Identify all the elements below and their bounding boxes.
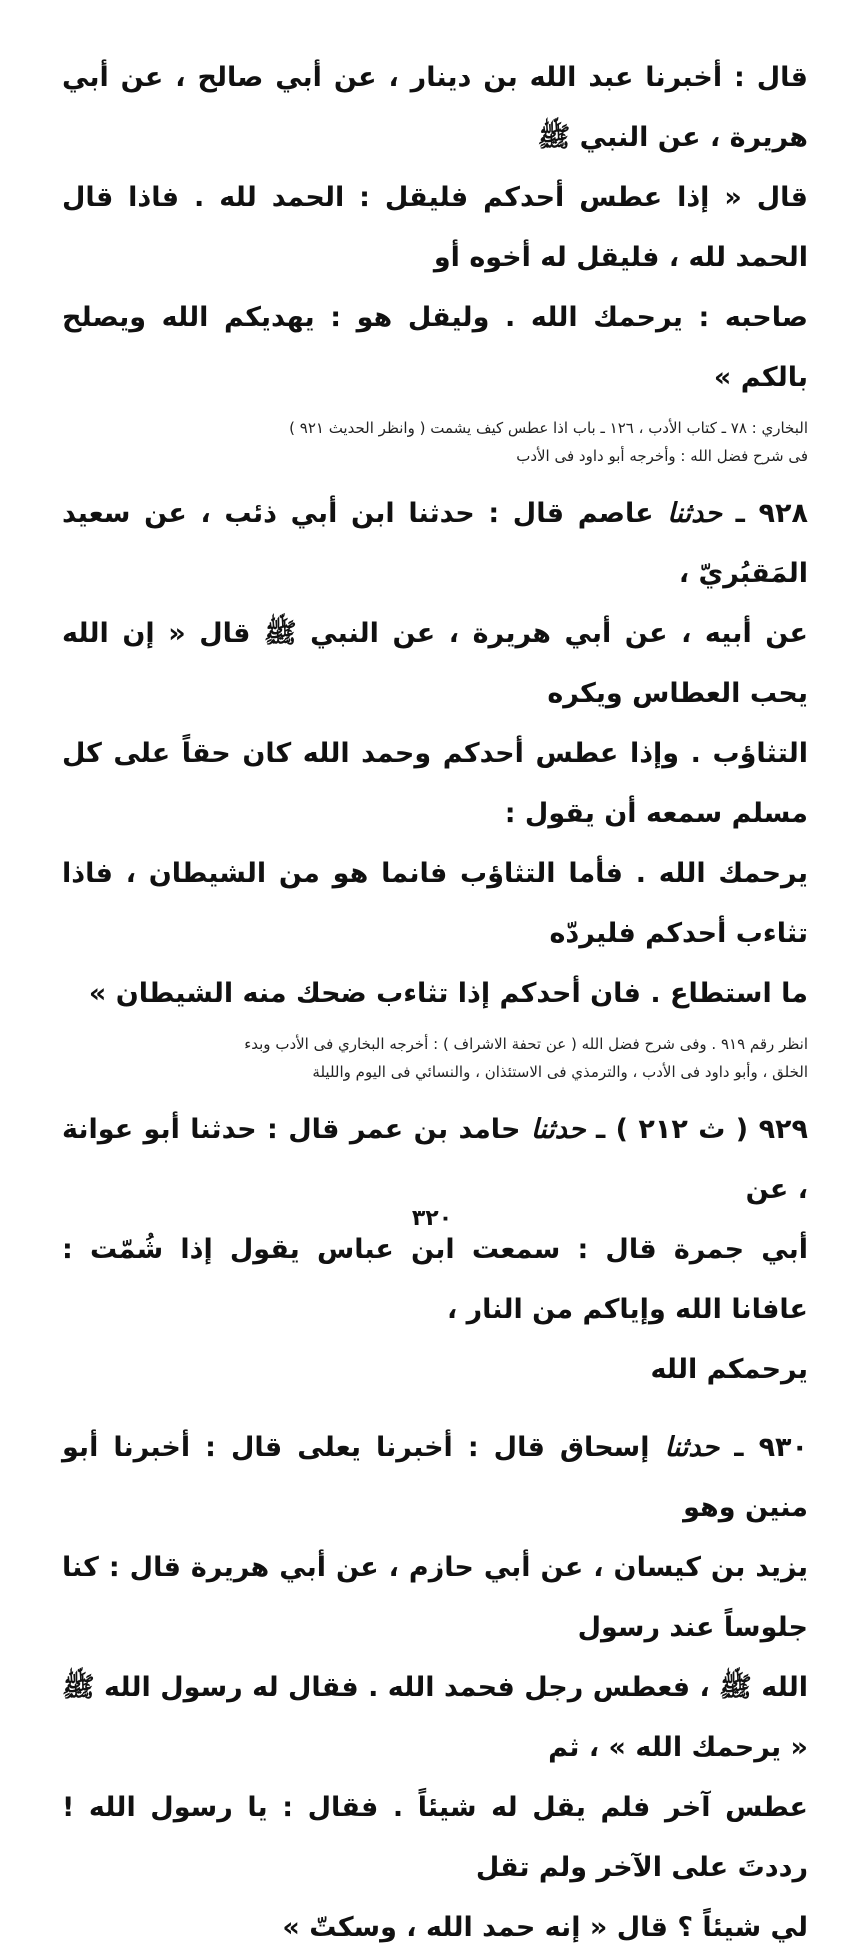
footnote	[62, 1030, 808, 1086]
text-line: يزيد بن كيسان ، عن أبي حازم ، عن أبي هريرة قال : كنا جلوساً عند رسول	[62, 1552, 808, 1643]
hadith-928	[62, 484, 808, 1086]
text-line: الله ﷺ ، فعطس رجل فحمد الله . فقال له رسول الله ﷺ « يرحمك الله » ، ثم	[62, 1672, 808, 1763]
text-line: قال « إذا عطس أحدكم فليقل : الحمد لله . فاذا قال الحمد لله ، فليقل له أخوه أو	[62, 182, 808, 273]
text-line: التثاؤب . وإذا عطس أحدكم وحمد الله كان حقاً على كل مسلم سمعه أن يقول :	[62, 738, 808, 829]
hadith-first-line	[62, 1418, 808, 1538]
footnote-line: الخلق ، وأبو داود فى الأدب ، والترمذي فى الاستئذان ، والنسائي فى اليوم والليلة	[312, 1063, 808, 1081]
haddathana-word: حدثنا	[530, 1114, 586, 1145]
page-number: ٣٢٠	[411, 1206, 453, 1231]
text-segment: حامد بن عمر قال : حدثنا أبو عوانة ، عن	[62, 1114, 808, 1205]
text-line: يرحمك الله . فأما التثاؤب فانما هو من الشيطان ، فاذا تثاءب أحدكم فليردّه	[62, 858, 808, 949]
text-line: لي شيئاً ؟ قال « إنه حمد الله ، وسكتّ »	[282, 1912, 808, 1943]
hadith-number: ٩٢٩ ( ث ٢١٢ ) ـ	[596, 1114, 809, 1145]
hadith-number: ٩٣٠ ـ	[734, 1432, 809, 1463]
haddathana-word: حدثنا	[664, 1432, 720, 1463]
text-segment: عاصم قال : حدثنا ابن أبي ذئب ، عن سعيد المَقبُريّ ،	[62, 498, 808, 589]
text-line: يرحمكم الله	[650, 1354, 808, 1385]
footnote	[62, 414, 808, 470]
hadith-continuation	[62, 48, 808, 470]
text-line: صاحبه : يرحمك الله . وليقل هو : يهديكم الله ويصلح بالكم »	[62, 302, 808, 393]
hadith-number: ٩٢٨ ـ	[735, 498, 808, 529]
footnote-line: البخاري : ٧٨ ـ كتاب الأدب ، ١٢٦ ـ باب اذا عطس كيف يشمت ( وانظر الحديث ٩٢١ )	[289, 419, 808, 437]
text-line: عن أبيه ، عن أبي هريرة ، عن النبي ﷺ قال « إن الله يحب العطاس ويكره	[62, 618, 808, 709]
haddathana-word: حدثنا	[667, 498, 722, 529]
hadith-first-line	[62, 1100, 808, 1220]
text-line: ما استطاع . فان أحدكم إذا تثاءب ضحك منه الشيطان »	[88, 978, 808, 1009]
hadith-930	[62, 1418, 808, 1958]
hadith-first-line	[62, 484, 808, 604]
text-segment: إسحاق قال : أخبرنا يعلى قال : أخبرنا أبو منين وهو	[62, 1432, 808, 1523]
book-page	[62, 48, 808, 1958]
text-line: عطس آخر فلم يقل له شيئاً . فقال : يا رسول الله ! رددتَ على الآخر ولم تقل	[62, 1792, 808, 1883]
footnote-line: فى شرح فضل الله : وأخرجه أبو داود فى الأدب	[516, 447, 808, 465]
footnote-line: انظر رقم ٩١٩ . وفى شرح فضل الله ( عن تحفة الاشراف ) : أخرجه البخاري فى الأدب وبدء	[244, 1035, 808, 1053]
text-line: أبي جمرة قال : سمعت ابن عباس يقول إذا شُمّت : عافانا الله وإياكم من النار ،	[62, 1234, 808, 1325]
hadith-929	[62, 1100, 808, 1400]
text-line: قال : أخبرنا عبد الله بن دينار ، عن أبي صالح ، عن أبي هريرة ، عن النبي ﷺ	[62, 62, 808, 153]
